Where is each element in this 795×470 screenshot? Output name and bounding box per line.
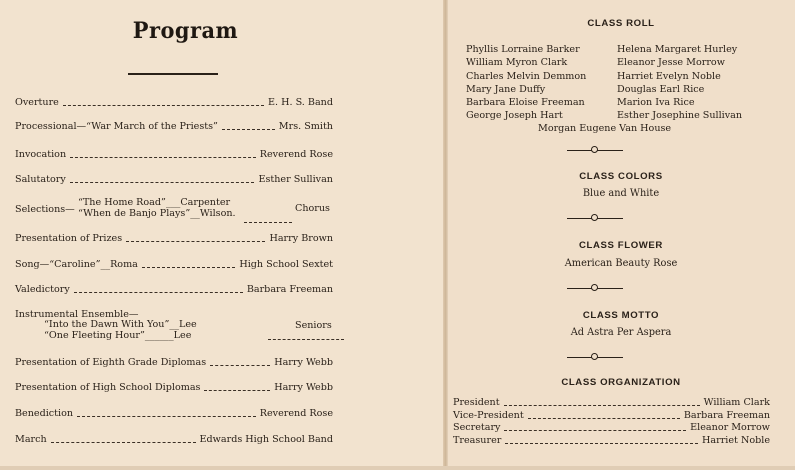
leader-dashes [244,222,292,223]
ensemble-line-2: “One Fleeting Hour”______Lee [44,330,192,341]
class-roll-name: Esther Josephine Sullivan [617,110,743,122]
leader-dashes [210,365,270,366]
program-item-label: Overture [15,96,59,108]
leader-dashes [126,241,265,242]
program-item-label: Presentation of Prizes [15,232,123,244]
selections-performer: Chorus [295,203,330,214]
program-row-high-school [15,380,333,394]
officer-title: Treasurer [453,435,502,446]
selections-line-1: “The Home Road”___Carpenter [78,197,231,208]
class-organization-heading: CLASS ORGANIZATION [561,377,681,388]
program-item-performer: Harry Webb [274,381,333,393]
program-item-label: Song—“Caroline”__Roma [15,258,138,270]
leader-dashes [268,339,344,340]
class-motto-heading: CLASS MOTTO [582,310,660,321]
class-motto-value: Ad Astra Per Aspera [570,327,672,338]
leader-dashes [74,292,243,293]
program-row-processional [15,119,333,133]
class-roll-name: Barbara Eloise Freeman [466,97,585,109]
officer-name: Barbara Freeman [683,410,770,421]
officer-row-secretary [453,421,770,434]
program-item-label: Processional—“War March of the Priests” [15,120,218,132]
program-row-benediction [15,406,333,420]
program-row-invocation [15,147,333,161]
program-row-overture [15,95,333,109]
program-row-song [15,257,333,271]
class-roll-left-column [466,43,586,123]
center-fold [443,0,448,470]
class-roll-name: Mary Jane Duffy [466,83,546,95]
officer-title: President [453,397,500,408]
class-roll-name: William Myron Clark [466,57,568,69]
selections-line-2: “When de Banjo Plays”__Wilson. [78,208,236,219]
leader-dashes [528,418,680,419]
class-roll-last-name: Morgan Eugene Van House [538,123,672,134]
program-row-prizes [15,231,333,245]
class-roll-name: Charles Melvin Demmon [466,70,587,82]
program-item-performer: Reverend Rose [259,407,333,419]
leader-dashes [142,267,235,268]
ensemble-performer: Seniors [295,320,332,331]
program-row-march [15,432,333,446]
leader-dashes [504,405,700,406]
program-item-performer: E. H. S. Band [268,96,333,108]
ensemble-label: Instrumental Ensemble— [15,309,139,320]
officer-row-president [453,396,770,409]
program-item-label: Benediction [15,407,74,419]
ornament-divider [567,146,623,154]
program-title: Program [132,18,239,44]
ornament-divider [567,214,623,222]
program-item-label: March [15,433,47,445]
program-item-performer: Harry Webb [274,356,333,368]
class-colors-heading: CLASS COLORS [579,171,663,182]
officer-row-treasurer [453,434,770,447]
program-item-performer: Edwards High School Band [199,433,333,445]
leader-dashes [63,105,264,106]
selections-label: Selections— [15,204,75,215]
leader-dashes [51,442,196,443]
program-item-performer: High School Sextet [239,258,333,270]
class-roll-name: Douglas Earl Rice [617,83,705,95]
officer-name: William Clark [703,397,770,408]
program-item-label: Presentation of High School Diplomas [15,381,201,393]
ornament-divider [567,353,623,361]
program-item-label: Valedictory [15,283,70,295]
program-item-performer: Mrs. Smith [278,120,333,132]
class-roll-heading: CLASS ROLL [587,18,655,29]
leader-dashes [504,430,686,431]
leader-dashes [70,182,255,183]
program-item-label: Invocation [15,148,67,160]
class-roll-right-column [617,43,742,123]
leader-dashes [204,390,270,391]
program-item-performer: Reverend Rose [259,148,333,160]
program-item-performer: Harry Brown [269,232,333,244]
class-roll-name: Phyllis Lorraine Barker [466,44,580,55]
class-roll-name: Marion Iva Rice [617,97,695,109]
program-item-label: Presentation of Eighth Grade Diplomas [15,356,207,368]
leader-dashes [222,129,275,130]
ensemble-line-1: “Into the Dawn With You”__Lee [44,319,197,330]
leader-dashes [77,416,256,417]
program-item-performer: Barbara Freeman [246,283,333,295]
title-underline [128,73,218,75]
bottom-edge [0,466,795,470]
leader-dashes [70,157,256,158]
program-item-label: Salutatory [15,173,66,185]
class-roll-name: George Joseph Hart [466,110,563,122]
officer-title: Secretary [453,422,501,433]
program-row-valedictory [15,282,333,296]
officer-name: Eleanor Morrow [690,422,770,433]
program-item-performer: Esther Sullivan [258,173,333,185]
ornament-divider [567,284,623,292]
officer-title: Vice-President [453,410,524,421]
program-row-salutatory [15,172,333,186]
class-roll-name: Eleanor Jesse Morrow [617,57,725,69]
class-colors-value: Blue and White [582,188,660,199]
class-roll-name: Harriet Evelyn Noble [617,70,721,82]
officer-name: Harriet Noble [702,435,770,446]
class-roll-name: Helena Margaret Hurley [617,44,738,55]
class-flower-value: American Beauty Rose [564,258,678,269]
class-flower-heading: CLASS FLOWER [579,240,663,251]
leader-dashes [505,443,698,444]
program-row-eighth-grade [15,355,333,369]
